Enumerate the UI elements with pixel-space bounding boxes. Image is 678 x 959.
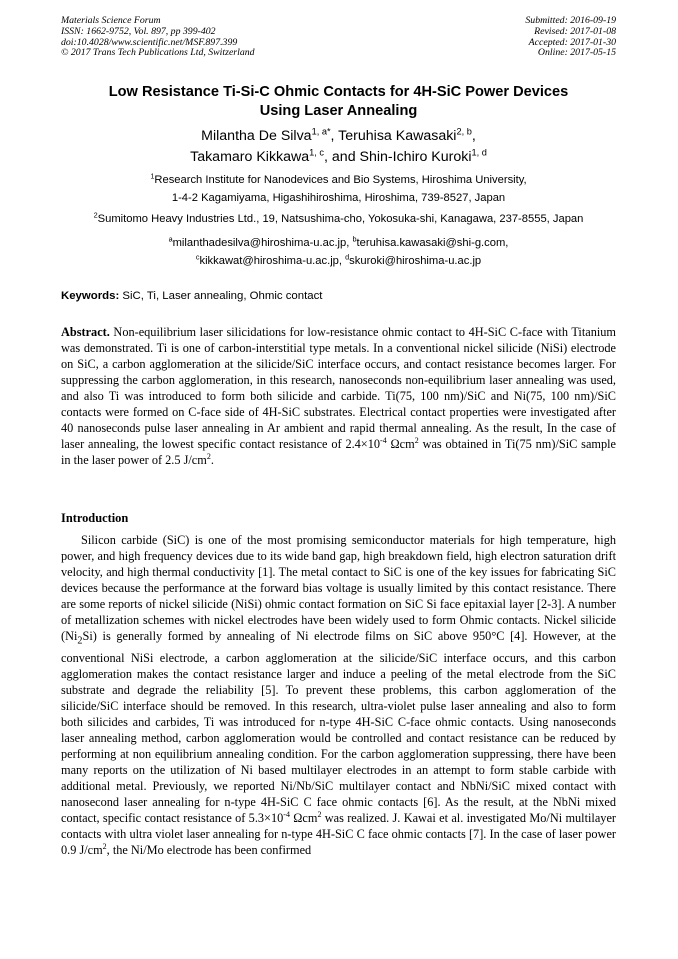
email-mark: b bbox=[352, 234, 357, 244]
date-accepted: Accepted: 2017-01-30 bbox=[528, 36, 616, 48]
author-line-1 bbox=[61, 126, 616, 147]
abstract-text: Non-equilibrium laser silicidations for low-resistance ohmic contact to 4H-SiC C-face with Titanium was demonstrated. Ti is one of carbon-interstitial type metals. In a conventional nickel silicide (NiSi) electrode on SiC, a carbon agglomeration at the silicide/SiC interface occurs, and contact resistance becomes larger. For suppressing the carbon agglomeration, in this research, nanoseconds non-equilibrium laser annealing was used, and also Ti was introduced to form both silicide and carbide. Ti(75, 100 nm)/SiC and Ni(75, 100 nm)/SiC contacts were formed on C-face side of 4H-SiC substrates. Electrical contact properties were investigated after 40 nanoseconds pulse laser annealing in Ar ambient and rapid thermal annealing. As the result, In the case of laser annealing, the lowest specific contact resistance of 2.4×10 bbox=[61, 325, 616, 451]
abstract-text: Ωcm bbox=[386, 437, 415, 451]
publication-dates bbox=[525, 16, 616, 59]
affiliation-text: Sumitomo Heavy Industries Ltd., 19, Natsushima-cho, Yokosuka-shi, Kanagawa, 237-8555, Japan bbox=[97, 213, 584, 225]
title-line-1: Low Resistance Ti-Si-C Ohmic Contacts for 4H-SiC Power Devices bbox=[108, 84, 569, 100]
email-link: teruhisa.kawasaki@shi-g.com, bbox=[356, 237, 509, 249]
email-link: milanthadesilva@hiroshima-u.ac.jp, bbox=[172, 237, 353, 249]
date-revised: Revised: 2017-01-08 bbox=[534, 25, 616, 37]
exponent: 2 bbox=[102, 842, 107, 852]
journal-issn: ISSN: 1662-9752, Vol. 897, pp 399-402 bbox=[61, 25, 216, 37]
journal-info bbox=[61, 16, 255, 59]
exponent: 2 bbox=[206, 451, 211, 461]
email-link: skuroki@hiroshima-u.ac.jp bbox=[349, 255, 482, 267]
author-line-2 bbox=[61, 147, 616, 168]
abstract-label: Abstract. bbox=[61, 325, 110, 339]
subscript: 2 bbox=[77, 635, 83, 647]
journal-copyright: © 2017 Trans Tech Publications Ltd, Switzerland bbox=[61, 47, 255, 59]
keywords bbox=[61, 290, 616, 302]
section-heading-introduction: Introduction bbox=[61, 511, 129, 525]
affiliation-2-line-1 bbox=[61, 210, 616, 228]
affiliation-1 bbox=[61, 171, 616, 207]
affiliation-mark: 1 bbox=[150, 171, 155, 181]
exponent: 2 bbox=[414, 435, 419, 445]
body-text: Si) is generally formed by annealing of Ni electrode films on SiC above 950°C [4]. However, at the conventional NiSi electrode, a carbon agglomeration at the silicide/SiC interface occurs, and this carbon agglomeration makes the contact resistance larger and induce a peeling of the metal electrode from the SiC substrate and degrade the reliability [5]. To prevent these problems, this carbon agglomeration of the silicide/SiC interface should be removed. In this research, ultra-violet pulse laser annealing and also to form both silicides and carbides, Ti was introduced for n-type 4H-SiC C-face ohmic contacts. Using nanoseconds laser annealing method, carbon agglomeration would be controlled and contact resistance can be reduced by performing at non equilibrium annealing condition. For the carbon agglomeration suppressing, there have been many reports on the utilization of Ni based multilayer electrodes in an attempt to form stable carbide with additional metal. Previously, we reported Ni/Nb/SiC multilayer contact and NbNi/SiC mixed contact with nanosecond laser annealing for n-type 4H-SiC C face ohmic contacts [6]. As the result, at the NbNi mixed contact, specific contact resistance of 5.3×10 bbox=[61, 629, 616, 826]
affiliation-1-line-1 bbox=[61, 171, 616, 189]
email-line-2 bbox=[61, 252, 616, 270]
email-link: kikkawat@hiroshima-u.ac.jp, bbox=[199, 255, 346, 267]
body-text: Ωcm bbox=[289, 811, 318, 826]
affiliation-text: Research Institute for Nanodevices and Bio Systems, Hiroshima University, bbox=[154, 174, 527, 186]
author-list bbox=[61, 126, 616, 167]
author-name: Milantha De Silva bbox=[201, 128, 312, 144]
journal-name: Materials Science Forum bbox=[61, 15, 161, 26]
author-emails bbox=[61, 234, 616, 270]
abstract-text: was obtained in Ti(75 nm)/SiC sample in the laser power of 2.5 J/cm bbox=[61, 437, 616, 467]
author-affil-mark: 1, a* bbox=[311, 126, 331, 137]
author-affil-mark: 1, c bbox=[309, 146, 325, 157]
email-line-1 bbox=[61, 234, 616, 252]
date-online: Online: 2017-05-15 bbox=[537, 47, 616, 59]
author-name: Takamaro Kikkawa bbox=[190, 148, 310, 165]
email-mark: a bbox=[168, 234, 173, 244]
title-line-2: Using Laser Annealing bbox=[259, 103, 418, 119]
keywords-text: SiC, Ti, Laser annealing, Ohmic contact bbox=[119, 290, 323, 302]
email-mark: c bbox=[195, 252, 200, 262]
author-affil-mark: 2, b bbox=[456, 126, 472, 137]
affiliation-1-line-2: 1-4-2 Kagamiyama, Higashihiroshima, Hiroshima, 739-8527, Japan bbox=[171, 192, 506, 204]
journal-doi: doi:10.4028/www.scientific.net/MSF.897.399 bbox=[61, 36, 238, 48]
affiliation-mark: 2 bbox=[93, 210, 98, 220]
abstract-text: . bbox=[210, 453, 214, 467]
exponent: -4 bbox=[380, 435, 387, 445]
abstract bbox=[61, 324, 616, 468]
introduction-paragraph bbox=[61, 532, 616, 858]
body-text: , the Ni/Mo electrode has been confirmed bbox=[106, 843, 312, 858]
exponent: -4 bbox=[283, 810, 290, 820]
date-submitted: Submitted: 2016-09-19 bbox=[525, 15, 616, 26]
affiliation-2 bbox=[61, 210, 616, 228]
author-name: , and Shin-Ichiro Kuroki bbox=[324, 148, 472, 165]
exponent: 2 bbox=[317, 810, 322, 820]
author-name: , Teruhisa Kawasaki bbox=[330, 128, 457, 144]
body-text: Silicon carbide (SiC) is one of the most promising semiconductor materials for high temperature, high power, and high frequency devices due to its wide band gap, high breakdown field, high electron saturation drift velocity, and high thermal conductivity [1]. The metal contact to SiC is one of the key issues for fabricating SiC devices because the performance at the forward bias voltage is usually limited by this contact resistance. There are some reports of nickel silicide (NiSi) ohmic contact formation on SiC Si face epitaxial layer [2-3]. A number of metallization schemes with nickel electrodes have been widely used to form Ohmic contacts. Nickel silicide (Ni bbox=[61, 533, 616, 644]
author-affil-mark: 1, d bbox=[471, 146, 487, 157]
paper-title bbox=[61, 83, 616, 121]
author-separator: , bbox=[471, 128, 476, 144]
body-text: was realized. J. Kawai et al. investigated Mo/Ni multilayer contacts with ultra violet laser annealing for n-type 4H-SiC C face ohmic contacts [7]. In the case of laser power 0.9 J/cm bbox=[61, 811, 617, 858]
keywords-label: Keywords: bbox=[61, 290, 120, 302]
email-mark: d bbox=[345, 252, 350, 262]
